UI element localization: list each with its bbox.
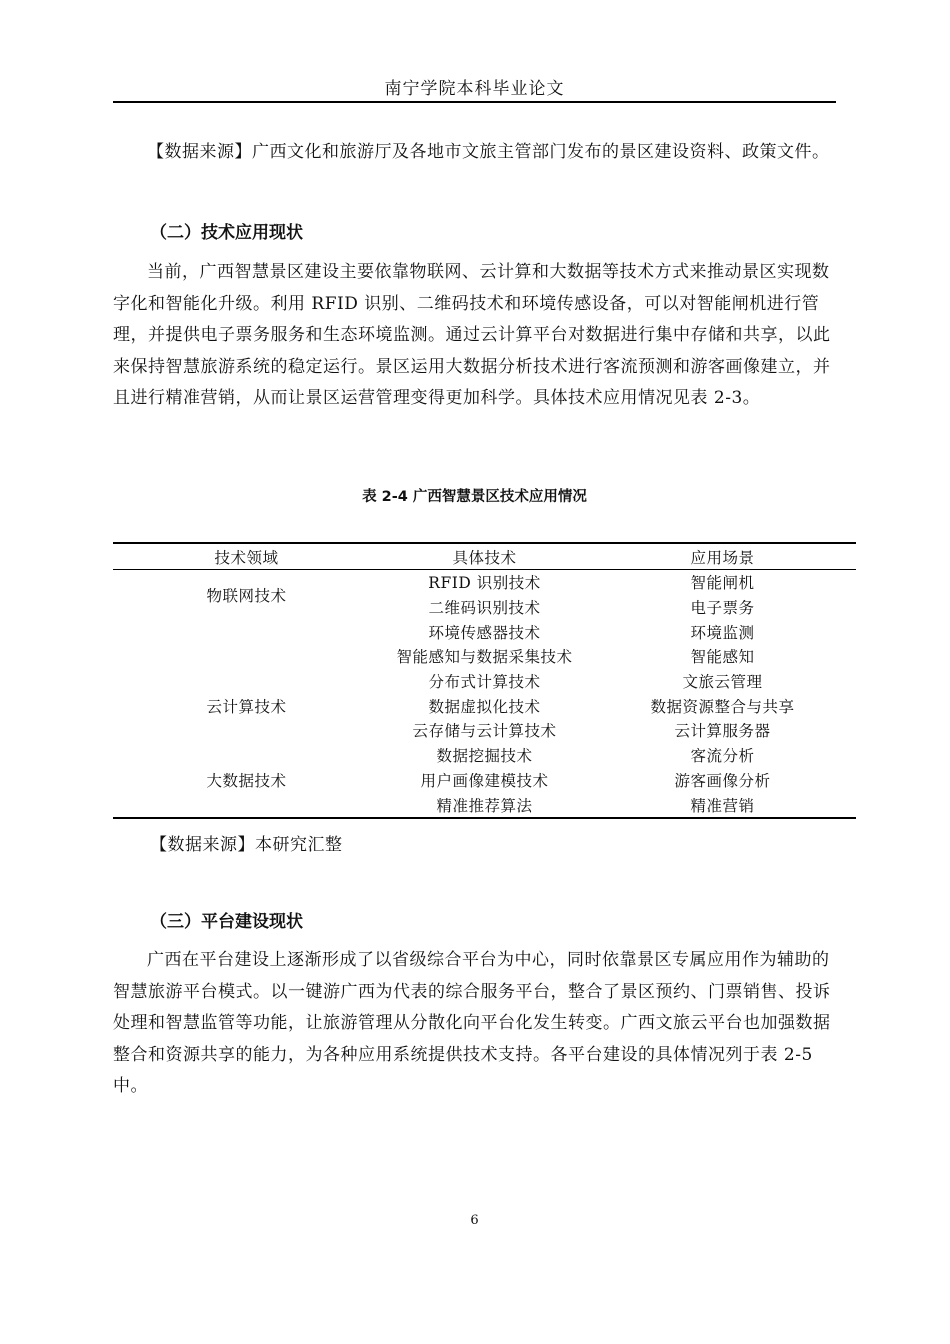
table-cell-scene: 客流分析: [690, 747, 755, 766]
table-cell-tech: 智能感知与数据采集技术: [396, 648, 573, 667]
table-cell-domain: [113, 718, 380, 743]
table-cell-domain: [113, 669, 380, 694]
table-cell-tech: 环境传感器技术: [428, 623, 541, 642]
table-row: [113, 768, 856, 793]
table-cell-tech: 精准推荐算法: [380, 792, 589, 818]
table-cell-scene: 环境监测: [690, 623, 755, 642]
table-cell-scene: 云计算服务器: [674, 722, 771, 741]
table-header-cell: 应用场景: [589, 543, 856, 570]
table-cell-domain: [113, 619, 380, 668]
table-cell-tech: 分布式计算技术: [428, 673, 541, 692]
page-number: 6: [470, 1213, 479, 1228]
header-rule: [113, 101, 836, 103]
table-cell-domain: 大数据技术: [206, 771, 287, 790]
data-source-paragraph: 【数据来源】广西文化和旅游厅及各地市文旅主管部门发布的景区建设资料、政策文件。: [147, 142, 830, 162]
table-cell-tech: 二维码识别技术: [428, 599, 541, 618]
platform-status-paragraph: 广西在平台建设上逐渐形成了以省级综合平台为中心，同时依靠景区专属应用作为辅助的智慧旅游平台模式。以一键游广西为代表的综合服务平台，整合了景区预约、门票销售、投诉处理和智慧监管等功能，让旅游管理从分散化向平台化发生转变。广西文旅云平台也加强数据整合和资源共享的能力，为各种应用系统提供技术支持。各平台建设的具体情况列于表 2-5 中。: [113, 950, 831, 1096]
tech-status-paragraph: 当前，广西智慧景区建设主要依靠物联网、云计算和大数据等技术方式来推动景区实现数字化和智能化升级。利用 RFID 识别、二维码技术和环境传感设备，可以对智能闸机进行管理，并提供电子票务服务和生态环境监测。通过云计算平台对数据进行集中存储和共享，以此来保持智慧旅游系统的稳定运行。景区运用大数据分析技术进行客流预测和游客画像建立，并且进行精准营销，从而让景区运营管理变得更加科学。具体技术应用情况见表 2-3。: [113, 262, 831, 408]
table-cell-domain: 物联网技术: [206, 586, 287, 605]
tech-table: [113, 542, 856, 819]
table-source-note: 【数据来源】本研究汇整: [150, 835, 343, 855]
table-cell-scene: 游客画像分析: [674, 771, 771, 790]
table-cell-scene: 智能感知: [690, 648, 755, 667]
table-row: [113, 619, 856, 644]
table-cell-tech: RFID 识别技术: [428, 574, 541, 593]
table-header-cell: 具体技术: [380, 543, 589, 570]
table-cell-domain: [113, 743, 380, 768]
table-row: [113, 792, 856, 818]
table-row: [113, 693, 856, 718]
table-cell-tech: 数据挖掘技术: [436, 747, 533, 766]
table-row: [113, 718, 856, 743]
page-header: 南宁学院本科毕业论文: [384, 79, 565, 99]
table-row: [113, 743, 856, 768]
table-header-cell: 技术领域: [113, 543, 380, 570]
table-caption: 表 2-4 广西智慧景区技术应用情况: [362, 489, 587, 505]
table-cell-scene: 文旅云管理: [682, 673, 763, 692]
table-row: [113, 570, 856, 595]
table-cell-scene: 电子票务: [690, 599, 755, 618]
section-heading-tech: （二）技术应用现状: [150, 223, 303, 243]
table-cell-tech: 用户画像建模技术: [420, 771, 549, 790]
table-cell-tech: 数据虚拟化技术: [428, 697, 541, 716]
table-cell-domain: 云计算技术: [206, 697, 287, 716]
table-cell-scene: 精准营销: [589, 792, 856, 818]
table-cell-scene: 数据资源整合与共享: [650, 697, 795, 716]
table-row: [113, 669, 856, 694]
table-cell-tech: 云存储与云计算技术: [412, 722, 557, 741]
table-cell-domain: [113, 792, 380, 818]
table-cell-scene: 智能闸机: [690, 574, 755, 593]
section-heading-platform: （三）平台建设现状: [150, 912, 303, 932]
table-header-row: [113, 543, 856, 570]
